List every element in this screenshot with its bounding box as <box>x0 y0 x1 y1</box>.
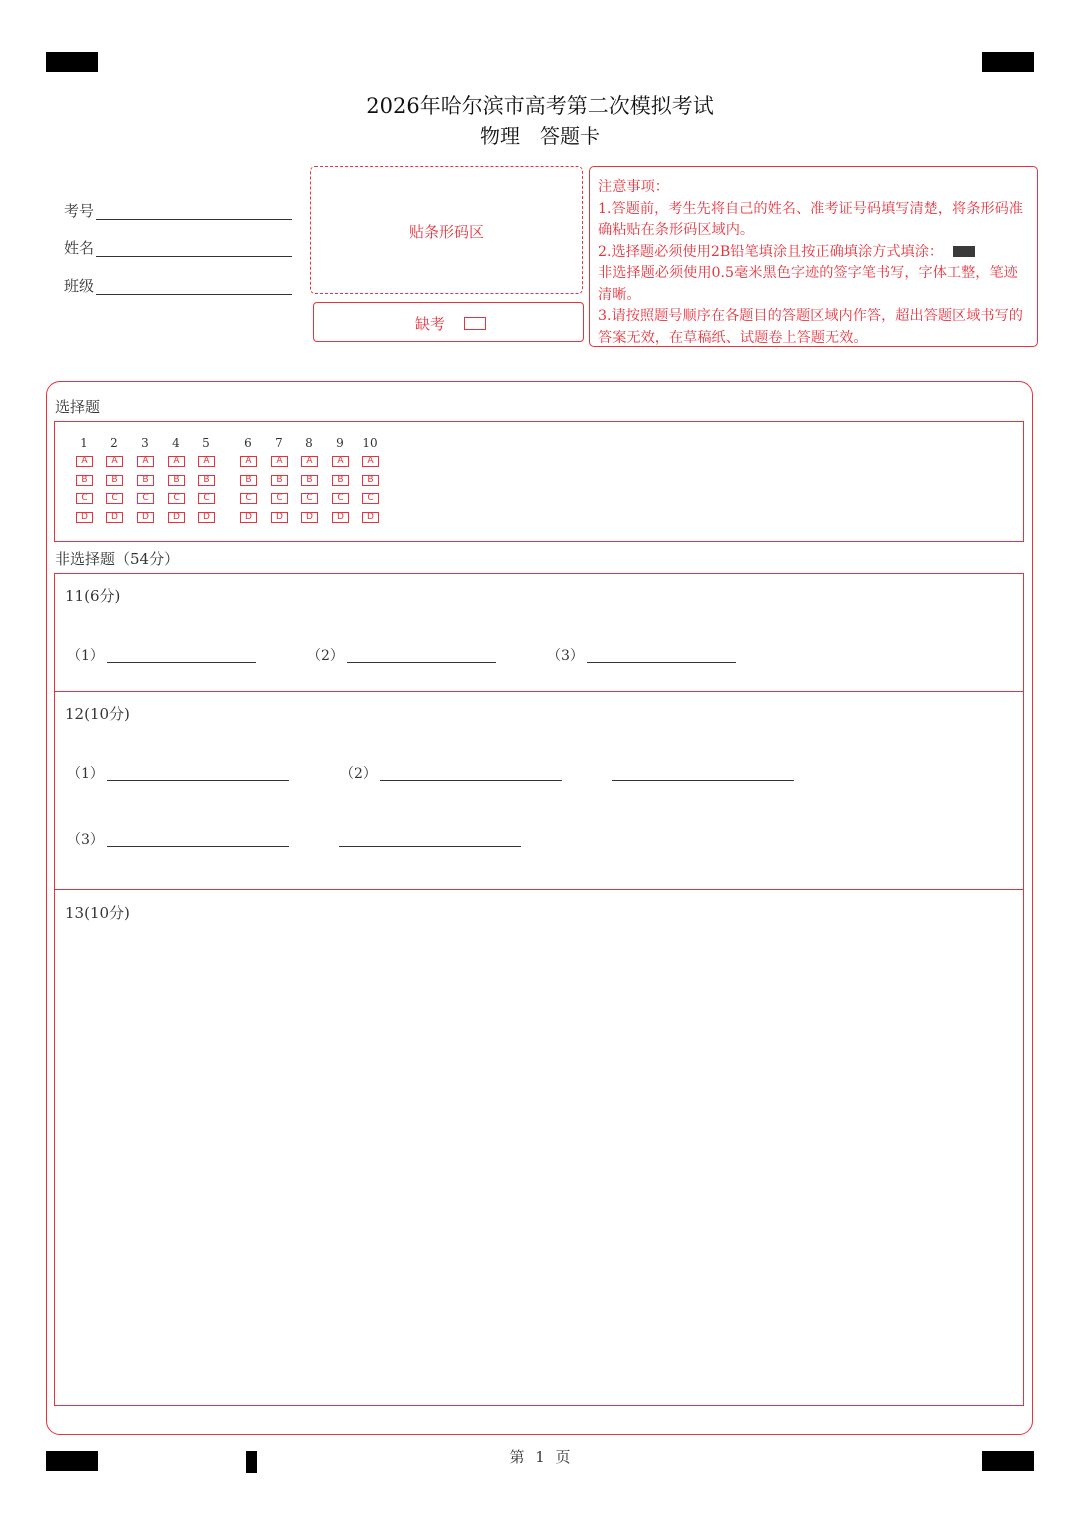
exam-title: 2026年哈尔滨市高考第二次模拟考试 <box>366 94 714 118</box>
option-5-B[interactable]: B <box>198 475 215 486</box>
question-12-title: 12(10分) <box>65 705 130 723</box>
question-12-box <box>54 691 1024 890</box>
q11-blank-1-line[interactable] <box>107 644 256 663</box>
notice-item-1: 1.答题前，考生先将自己的姓名、准考证号码填写清楚，将条形码准确粘贴在条形码区域内。 <box>598 200 1023 238</box>
option-1-D[interactable]: D <box>76 512 93 523</box>
option-4-C[interactable]: C <box>168 493 185 504</box>
option-9-D[interactable]: D <box>332 512 349 523</box>
option-1-B[interactable]: B <box>76 475 93 486</box>
barcode-area <box>310 166 583 294</box>
option-6-C[interactable]: C <box>240 493 257 504</box>
page-number: 第 1 页 <box>509 1448 571 1466</box>
class-field[interactable] <box>96 275 292 295</box>
question-number-7: 7 <box>275 436 283 450</box>
option-7-B[interactable]: B <box>271 475 288 486</box>
option-2-A[interactable]: A <box>106 456 123 467</box>
option-8-A[interactable]: A <box>301 456 318 467</box>
option-7-C[interactable]: C <box>271 493 288 504</box>
option-3-B[interactable]: B <box>137 475 154 486</box>
class-label: 班级 <box>64 277 95 295</box>
exam-number-label: 考号 <box>64 202 95 220</box>
alignment-mark-top-right <box>982 52 1034 72</box>
option-8-B[interactable]: B <box>301 475 318 486</box>
option-2-D[interactable]: D <box>106 512 123 523</box>
option-4-A[interactable]: A <box>168 456 185 467</box>
absent-section <box>313 302 584 342</box>
q12-blank-2-line[interactable] <box>380 762 562 781</box>
option-7-A[interactable]: A <box>271 456 288 467</box>
notice-item-2 <box>598 242 1029 264</box>
choice-answer-grid <box>54 421 1024 542</box>
option-3-D[interactable]: D <box>137 512 154 523</box>
question-number-1: 1 <box>80 436 88 450</box>
q11-blank-1-label: （1） <box>67 648 104 664</box>
barcode-area-label: 贴条形码区 <box>408 223 484 241</box>
question-number-9: 9 <box>336 436 344 450</box>
q12-blank-2-label: （2） <box>340 766 377 782</box>
question-number-5: 5 <box>202 436 210 450</box>
q12-blank-1-line[interactable] <box>107 762 289 781</box>
option-1-A[interactable]: A <box>76 456 93 467</box>
option-10-C[interactable]: C <box>362 493 379 504</box>
notice-item-2-text: 2.选择题必须使用2B铅笔填涂且按正确填涂方式填涂： <box>598 243 944 260</box>
q11-blank-2-line[interactable] <box>347 644 496 663</box>
answer-sheet-subtitle: 物理 答题卡 <box>480 124 600 148</box>
alignment-mark-top-left <box>46 52 98 72</box>
q12-blank-3-line[interactable] <box>107 828 289 847</box>
option-4-D[interactable]: D <box>168 512 185 523</box>
absent-checkbox[interactable] <box>464 317 486 330</box>
notice-item-2b: 非选择题必须使用0.5毫米黑色字迹的签字笔书写，字体工整，笔迹清晰。 <box>598 265 1018 303</box>
q12-blank-3b-line[interactable] <box>339 828 521 847</box>
question-13-box[interactable] <box>54 889 1024 1406</box>
question-number-8: 8 <box>305 436 313 450</box>
question-number-4: 4 <box>172 436 180 450</box>
option-10-D[interactable]: D <box>362 512 379 523</box>
q11-blank-3-line[interactable] <box>587 644 736 663</box>
q12-blank-1-label: （1） <box>67 766 104 782</box>
option-3-A[interactable]: A <box>137 456 154 467</box>
option-4-B[interactable]: B <box>168 475 185 486</box>
option-2-C[interactable]: C <box>106 493 123 504</box>
option-6-A[interactable]: A <box>240 456 257 467</box>
notice-box <box>589 166 1038 347</box>
option-8-C[interactable]: C <box>301 493 318 504</box>
name-label: 姓名 <box>64 239 95 257</box>
exam-number-field[interactable] <box>96 200 292 220</box>
question-11-box <box>54 573 1024 692</box>
name-field[interactable] <box>96 237 292 257</box>
option-9-A[interactable]: A <box>332 456 349 467</box>
option-10-A[interactable]: A <box>362 456 379 467</box>
q12-blank-3-label: （3） <box>67 832 104 848</box>
option-6-B[interactable]: B <box>240 475 257 486</box>
question-number-6: 6 <box>244 436 252 450</box>
question-13-title: 13(10分) <box>65 904 130 922</box>
q11-blank-3-label: （3） <box>547 648 584 664</box>
question-number-10: 10 <box>362 436 378 450</box>
option-9-B[interactable]: B <box>332 475 349 486</box>
absent-label: 缺考 <box>415 315 446 333</box>
q11-blank-2-label: （2） <box>307 648 344 664</box>
q12-blank-2b-line[interactable] <box>612 762 794 781</box>
question-number-2: 2 <box>110 436 118 450</box>
option-2-B[interactable]: B <box>106 475 123 486</box>
notice-item-3: 3.请按照题号顺序在各题目的答题区域内作答，超出答题区域书写的答案无效，在草稿纸、试题卷上答题无效。 <box>598 308 1023 346</box>
fill-sample-mark <box>953 246 975 257</box>
option-1-C[interactable]: C <box>76 493 93 504</box>
option-10-B[interactable]: B <box>362 475 379 486</box>
option-7-D[interactable]: D <box>271 512 288 523</box>
option-5-C[interactable]: C <box>198 493 215 504</box>
question-11-title: 11(6分) <box>65 587 121 605</box>
question-number-3: 3 <box>141 436 149 450</box>
option-5-A[interactable]: A <box>198 456 215 467</box>
option-6-D[interactable]: D <box>240 512 257 523</box>
notice-title: 注意事项： <box>598 179 669 195</box>
choice-section-label: 选择题 <box>55 398 101 416</box>
option-3-C[interactable]: C <box>137 493 154 504</box>
option-8-D[interactable]: D <box>301 512 318 523</box>
nonchoice-section-label: 非选择题（54分） <box>55 550 180 568</box>
option-9-C[interactable]: C <box>332 493 349 504</box>
option-5-D[interactable]: D <box>198 512 215 523</box>
